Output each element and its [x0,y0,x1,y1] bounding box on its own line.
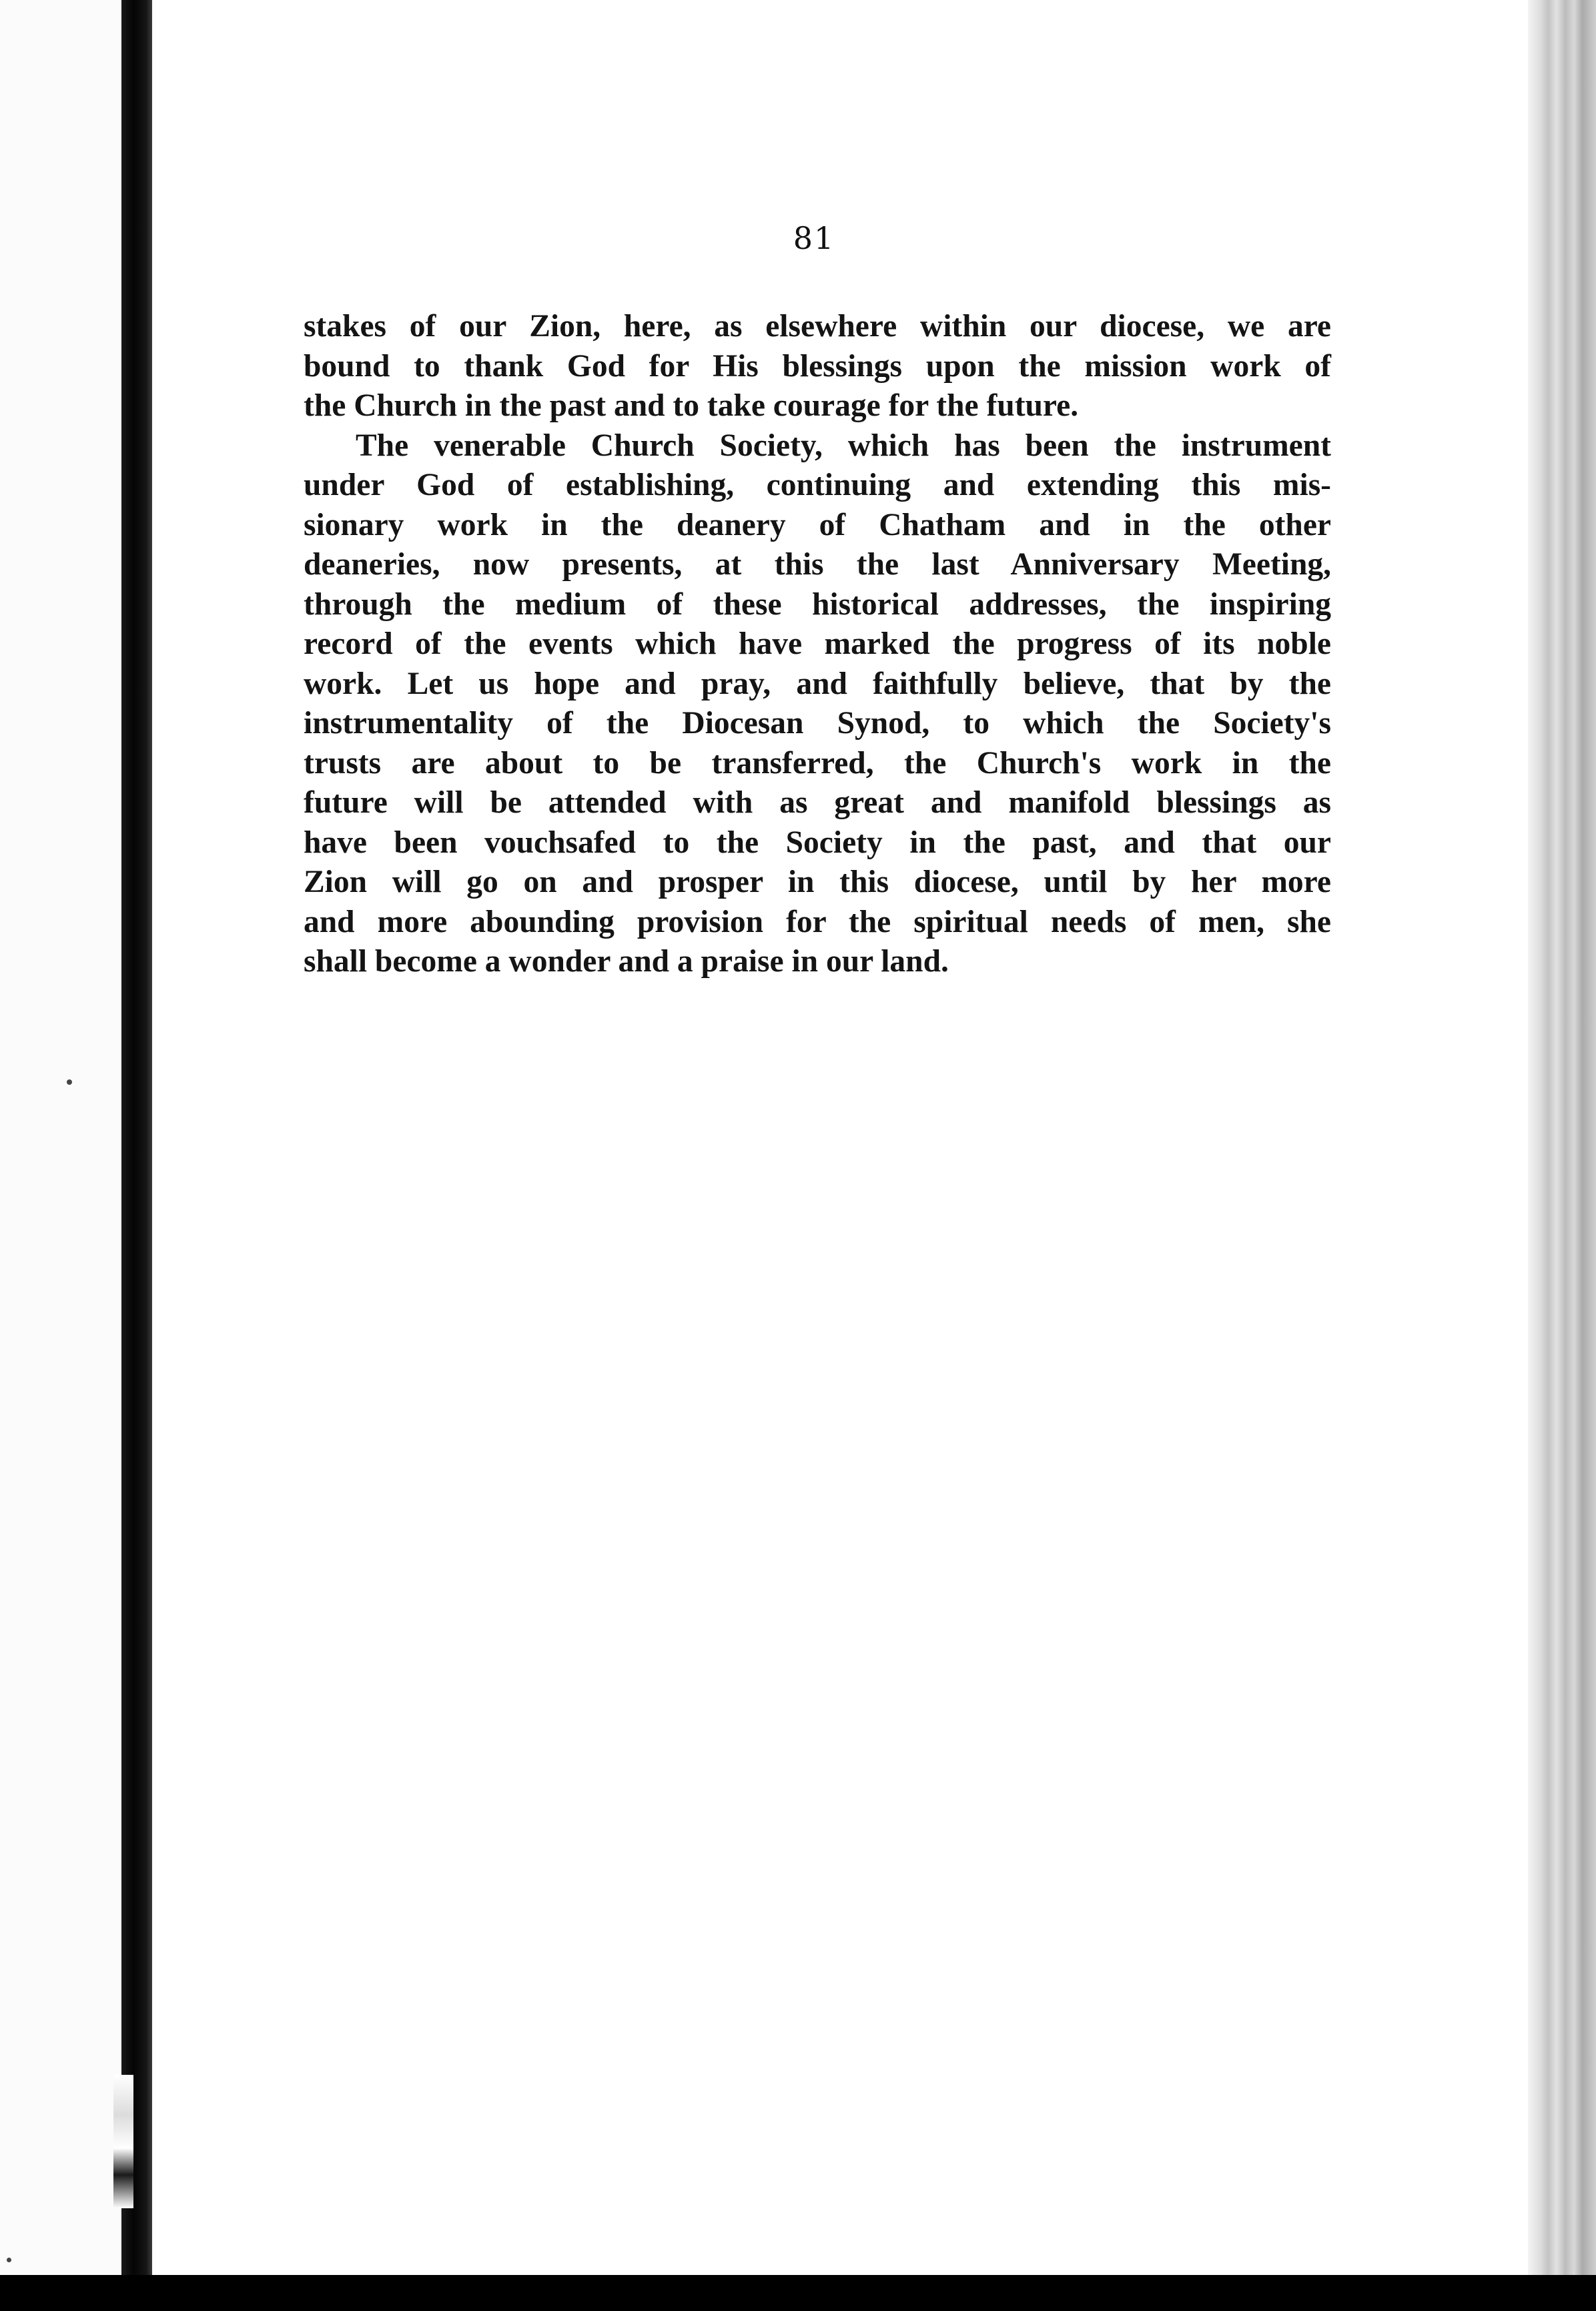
paragraph [304,307,1331,426]
scan-speck [7,2258,11,2262]
gutter-notch [113,2075,133,2208]
text-line: The venerable Church Society, which has been the instrument [356,428,1331,463]
text-line: under God of establishing, continuing and extending this mis- [304,468,1331,502]
facing-page-margin [0,0,121,2311]
text-line: bound to thank God for His blessings upon the mission work of [304,348,1331,384]
page-stack-edge [1528,0,1596,2275]
text-line: trusts are about to be transferred, the Church's work in the [304,745,1331,781]
text-line: record of the events which have marked the progress of its noble [304,626,1331,661]
text-line: have been vouchsafed to the Society in the past, and that our [304,825,1331,860]
text-line: shall become a wonder and a praise in our land. [304,944,949,979]
scanner-bottom-bar [0,2275,1596,2311]
binding-gutter [121,0,152,2275]
paragraph [304,426,1331,982]
text-line: and more abounding provision for the spiritual needs of men, she [304,904,1331,939]
text-line: stakes of our Zion, here, as elsewhere within our diocese, we are [304,309,1331,344]
text-line: deaneries, now presents, at this the last Anniversary Meeting, [304,547,1331,582]
body-text [304,307,1331,982]
text-line: Zion will go on and prosper in this diocese, until by her more [304,865,1331,899]
page-number: 81 [793,220,835,256]
text-line: the Church in the past and to take courage for the future. [304,388,1079,423]
scan-speck [67,1079,72,1085]
text-line: through the medium of these historical addresses, the inspiring [304,586,1331,622]
text-line: instrumentality of the Diocesan Synod, to which the Society's [304,706,1331,741]
text-line: future will be attended with as great and manifold blessings as [304,785,1331,820]
text-line: work. Let us hope and pray, and faithfully believe, that by the [304,666,1331,701]
text-line: sionary work in the deanery of Chatham and in the other [304,507,1331,542]
